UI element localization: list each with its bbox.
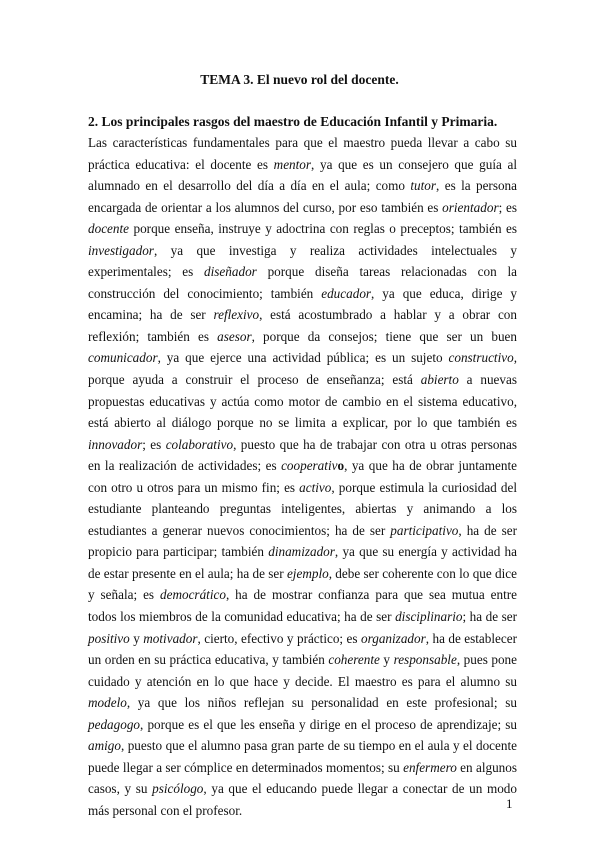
text-run: a nuevas propuestas educativas y actúa como motor de cambio en el sistema educativo, está abierto al diálogo porque no se limita a explicar, por lo que también es [88,372,517,431]
italic-term: docente [88,221,130,237]
text-run: , porque ayuda a construir el proceso de enseñanza; está [88,350,517,388]
text-run: , ya que ha de obrar juntamente con otro u otros para un mismo fin; es [88,458,517,495]
italic-term: comunicador [88,350,158,366]
text-run: , porque estimula la curiosidad del estudiante planteando preguntas inteligentes, abiertas y animando a los estudiantes a generar nuevos conocimientos; ha de ser [88,479,517,538]
italic-term: modelo [88,695,127,711]
text-run: Las características fundamentales para que el maestro pueda llevar a cabo su práctica educativa: el docente es [88,135,517,172]
body-paragraph [88,132,517,822]
italic-term: activo [299,479,332,495]
italic-term: constructivo [448,350,514,366]
text-run: ; es [142,436,166,452]
text-run: y [379,652,394,668]
text-run: , ya que los niños reflejan su personalidad en este profesional; su [126,695,517,711]
text-run: , ya que educa, dirige y encamina; ha de ser [88,285,517,323]
italic-term: diseñador [204,264,257,280]
text-run: , puesto que ha de trabajar con otra u otras personas en la realización de actividades; es [88,436,517,474]
italic-term: mentor [273,156,312,172]
text-run: ; ha de ser [462,609,518,625]
text-run: , ha de ser propicio para participar; también [88,522,517,560]
italic-term: asesor [217,328,252,344]
italic-term: orientador [442,199,499,215]
text-run: ; es [498,199,517,215]
italic-term: positivo [88,630,130,646]
text-run: , pues pone cuidado y atención en lo que hace y decide. El maestro es para el alumno su [88,652,518,689]
text-run: , cierto, efectivo y práctico; es [197,630,361,646]
italic-term: participativo [390,522,459,538]
text-run: , ha de mostrar confianza para que sea mutua entre todos los miembros de la comunidad educativa; ha de ser [88,587,517,625]
text-run: , está acostumbrado a hablar y a obrar con reflexión; también es [88,307,517,344]
text-run: , ya que ejerce una actividad pública; es un sujeto [157,350,449,366]
italic-term: disciplinario [395,609,463,625]
document-title: TEMA 3. El nuevo rol del docente. [200,72,399,87]
text-run: , ya que investiga y realiza actividades intelectuales y experimentales; es [88,242,517,280]
text-run: , puesto que el alumno pasa gran parte de su tiempo en el aula y el docente puede llegar a ser cómplice en determinados momentos; su [88,738,517,775]
italic-term: organizador [361,630,426,646]
text-run: y [129,630,144,646]
text-run: , ya que es un consejero que guía al alumnado en el desarrollo del día a día en el aula; como [88,156,517,194]
italic-term: coherente [328,652,380,668]
text-run: porque diseña tareas relacionadas con la construcción del conocimiento; también [88,264,517,301]
text-run: , ha de establecer un orden en su práctica educativa, y también [88,630,517,668]
italic-term: motivador [143,630,198,646]
italic-term: abierto [420,372,459,388]
italic-term: pedagogo [88,716,141,732]
page-number: 1 [506,796,513,811]
italic-term: colaborativo [165,436,234,452]
text-run: , ya que el educando puede llegar a conectar de un modo más personal con el profesor. [88,781,517,818]
italic-term: ejemplo [286,565,329,581]
italic-term: enfermero [403,759,457,775]
section-heading: 2. Los principales rasgos del maestro de Educación Infantil y Primaria. [88,114,498,129]
text-run: , ya que su energía y actividad ha de estar presente en el aula; ha de ser [88,544,517,581]
text-run: , porque es el que les enseña y dirige en el proceso de aprendizaje; su [140,716,517,732]
italic-term: amigo [88,738,121,754]
italic-term: dinamizador [268,544,335,560]
italic-term: educador [321,285,372,301]
italic-term: innovador [88,436,143,452]
text-run: , debe ser coherente con lo que dice y señala; es [88,565,518,603]
italic-term: psicólogo [152,781,204,797]
text-run: , porque da consejos; tiene que ser un buen [251,328,517,344]
italic-term: cooperativ [281,458,338,474]
italic-term: tutor [410,178,437,194]
italic-term: democrático [160,587,226,603]
italic-term: investigador [88,242,154,258]
text-run: en algunos casos, y su [88,759,517,797]
text-run: , es la persona encargada de orientar a los alumnos del curso, por eso también es [88,178,517,215]
italic-term: reflexivo [213,307,260,323]
text-run: porque enseña, instruye y adoctrina con reglas o preceptos; también es [129,221,517,237]
italic-term: responsable [393,652,457,668]
bold-run: o [337,458,345,474]
